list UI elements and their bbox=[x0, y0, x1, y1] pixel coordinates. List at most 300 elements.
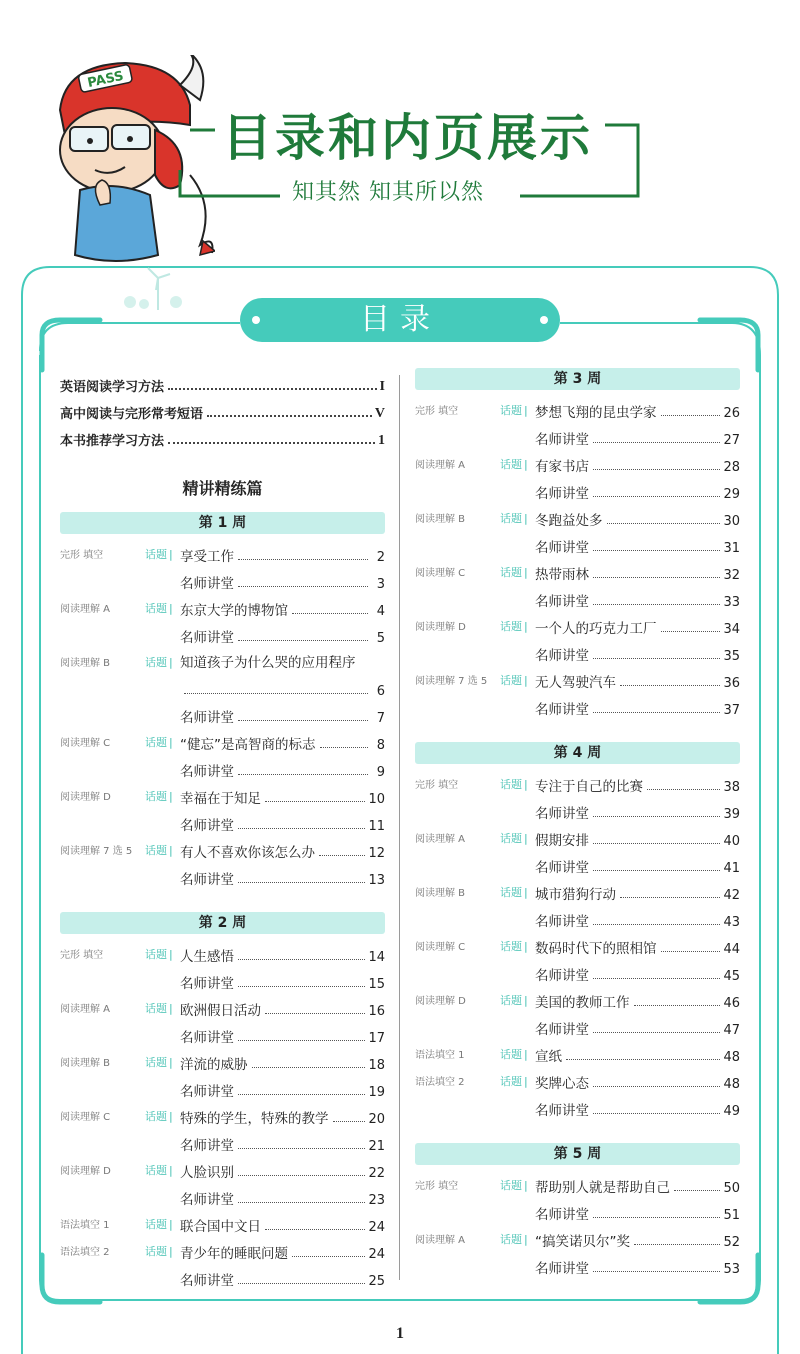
topic-tag bbox=[145, 734, 173, 750]
entry-page: 6 bbox=[376, 684, 385, 699]
topic-tag-label: 话题 bbox=[500, 832, 522, 845]
teacher-entry[interactable] bbox=[415, 583, 740, 610]
teacher-entry[interactable] bbox=[60, 861, 385, 888]
leader-dots bbox=[319, 855, 365, 856]
topic-tag-label: 话题 bbox=[500, 1048, 522, 1061]
topic-tag-divider: | bbox=[169, 1110, 173, 1123]
topic-tag-divider: | bbox=[524, 1233, 528, 1246]
entry-body bbox=[535, 991, 740, 1011]
teacher-page: 51 bbox=[723, 1208, 740, 1223]
topic-tag-label: 话题 bbox=[145, 790, 167, 803]
entry-body bbox=[535, 856, 740, 876]
leader-dots bbox=[238, 586, 368, 587]
leader-dots bbox=[661, 631, 721, 632]
teacher-title: 名师讲堂 bbox=[535, 486, 589, 502]
teacher-title: 名师讲堂 bbox=[180, 710, 234, 726]
leader-dots bbox=[593, 1271, 720, 1272]
topic-tag bbox=[145, 788, 173, 804]
topic-tag bbox=[145, 842, 173, 858]
topic-tag-label: 话题 bbox=[145, 548, 167, 561]
front-matter-item[interactable]: 英语阅读学习方法 I bbox=[60, 379, 385, 395]
toc-entry[interactable] bbox=[415, 448, 740, 475]
entry-page: 50 bbox=[723, 1181, 740, 1196]
teacher-entry[interactable] bbox=[60, 1262, 385, 1289]
topic-tag-label: 话题 bbox=[500, 1233, 522, 1246]
teacher-entry[interactable] bbox=[415, 1196, 740, 1223]
topic-tag-divider: | bbox=[169, 736, 173, 749]
entry-title: 宣纸 bbox=[535, 1049, 562, 1065]
entry-type: 阅读理解 A bbox=[60, 1004, 111, 1015]
teacher-title: 名师讲堂 bbox=[180, 976, 234, 992]
entry-body bbox=[535, 883, 740, 903]
topic-tag-label: 话题 bbox=[145, 656, 167, 669]
teacher-page: 43 bbox=[723, 915, 740, 930]
toc-entry[interactable] bbox=[415, 984, 740, 1011]
leader-dots bbox=[238, 640, 368, 641]
topic-tag bbox=[145, 1216, 173, 1232]
entry-body bbox=[180, 599, 385, 619]
topic-tag-divider: | bbox=[524, 620, 528, 633]
teacher-title: 名师讲堂 bbox=[180, 872, 234, 888]
toc-entry[interactable] bbox=[60, 592, 385, 619]
entry-title: 帮助别人就是帮助自己 bbox=[535, 1180, 670, 1196]
teacher-page: 53 bbox=[723, 1262, 740, 1277]
toc-entry[interactable] bbox=[60, 538, 385, 565]
entry-body bbox=[180, 545, 385, 565]
teacher-page: 35 bbox=[723, 649, 740, 664]
entry-title: 人生感悟 bbox=[180, 949, 234, 965]
leader-dots bbox=[566, 1059, 720, 1060]
leader-dots bbox=[238, 986, 365, 987]
entry-body bbox=[180, 1053, 385, 1073]
leader-dots bbox=[661, 951, 721, 952]
leader-dots bbox=[238, 1094, 365, 1095]
topic-tag-label: 话题 bbox=[145, 1110, 167, 1123]
teacher-entry[interactable] bbox=[415, 1250, 740, 1277]
toc-entry[interactable] bbox=[415, 930, 740, 957]
toc-entry[interactable] bbox=[415, 822, 740, 849]
entry-title: 美国的教师工作 bbox=[535, 995, 630, 1011]
teacher-title: 名师讲堂 bbox=[180, 1273, 234, 1289]
front-matter-item[interactable]: 高中阅读与完形常考短语 V bbox=[60, 406, 385, 422]
toc-entry[interactable] bbox=[60, 726, 385, 753]
toc-entry[interactable] bbox=[415, 1169, 740, 1196]
toc-entry[interactable] bbox=[60, 646, 385, 699]
topic-tag bbox=[500, 456, 528, 472]
leader-dots bbox=[238, 774, 368, 775]
topic-tag-divider: | bbox=[169, 1218, 173, 1231]
entry-body bbox=[535, 698, 740, 718]
topic-tag bbox=[500, 1231, 528, 1247]
entry-body bbox=[535, 1018, 740, 1038]
entry-title: 特殊的学生，特殊的教学 bbox=[180, 1111, 329, 1127]
entry-body bbox=[535, 401, 740, 421]
toc-entry[interactable] bbox=[60, 1208, 385, 1235]
leader-dots bbox=[593, 469, 720, 470]
entry-type: 阅读理解 C bbox=[60, 1112, 111, 1123]
leader-dots bbox=[593, 924, 720, 925]
entry-body bbox=[180, 1134, 385, 1154]
entry-page: 26 bbox=[723, 406, 740, 421]
topic-tag-label: 话题 bbox=[500, 620, 522, 633]
entry-type: 阅读理解 D bbox=[415, 622, 466, 633]
entry-body bbox=[535, 563, 740, 583]
topic-tag-label: 话题 bbox=[500, 1179, 522, 1192]
entry-type: 阅读理解 B bbox=[60, 658, 111, 669]
teacher-title: 名师讲堂 bbox=[180, 1030, 234, 1046]
topic-tag-divider: | bbox=[169, 948, 173, 961]
entry-body bbox=[180, 999, 385, 1019]
entry-title: 数码时代下的照相馆 bbox=[535, 941, 657, 957]
entry-page: 4 bbox=[376, 604, 385, 619]
topic-tag-label: 话题 bbox=[145, 948, 167, 961]
toc-left-column bbox=[60, 368, 385, 1289]
toc-entry[interactable] bbox=[60, 1100, 385, 1127]
toc-entry[interactable] bbox=[415, 1038, 740, 1065]
entry-body bbox=[180, 868, 385, 888]
leader-dots bbox=[238, 1175, 365, 1176]
entry-title: “健忘”是高智商的标志 bbox=[180, 737, 316, 753]
toc-title: 目录 bbox=[240, 298, 560, 342]
entry-body bbox=[535, 1257, 740, 1277]
teacher-title: 名师讲堂 bbox=[180, 1084, 234, 1100]
topic-tag-divider: | bbox=[169, 1002, 173, 1015]
toc-entry[interactable] bbox=[415, 1223, 740, 1250]
leader-dots bbox=[252, 1067, 366, 1068]
page-number: 1 bbox=[396, 1325, 404, 1342]
leader-dots bbox=[593, 843, 720, 844]
leader-dots bbox=[238, 1040, 365, 1041]
topic-tag-label: 话题 bbox=[500, 566, 522, 579]
leader-dots bbox=[292, 613, 368, 614]
entry-type: 完形 填空 bbox=[60, 950, 104, 961]
entry-page: 16 bbox=[368, 1004, 385, 1019]
entry-body bbox=[180, 1161, 385, 1181]
leader-dots bbox=[593, 496, 720, 497]
topic-tag-divider: | bbox=[524, 404, 528, 417]
entry-type: 完形 填空 bbox=[415, 1181, 459, 1192]
topic-tag bbox=[500, 672, 528, 688]
entry-body bbox=[535, 775, 740, 795]
teacher-page: 3 bbox=[376, 577, 385, 592]
toc-entry[interactable] bbox=[60, 992, 385, 1019]
entry-body bbox=[535, 536, 740, 556]
topic-tag bbox=[500, 1046, 528, 1062]
windmill-icon bbox=[118, 266, 198, 314]
toc-entry[interactable] bbox=[415, 876, 740, 903]
entry-body bbox=[535, 455, 740, 475]
teacher-entry[interactable] bbox=[60, 807, 385, 834]
topic-tag-label: 话题 bbox=[145, 1218, 167, 1231]
entry-body bbox=[535, 1230, 740, 1250]
column-divider bbox=[399, 375, 400, 1280]
topic-tag-divider: | bbox=[169, 548, 173, 561]
teacher-page: 25 bbox=[368, 1274, 385, 1289]
entry-type: 阅读理解 B bbox=[415, 514, 466, 525]
topic-tag-label: 话题 bbox=[500, 674, 522, 687]
topic-tag-divider: | bbox=[524, 566, 528, 579]
teacher-title: 名师讲堂 bbox=[535, 594, 589, 610]
toc-entry[interactable] bbox=[415, 1065, 740, 1092]
teacher-title: 名师讲堂 bbox=[535, 432, 589, 448]
entry-type: 语法填空 1 bbox=[60, 1220, 110, 1231]
topic-tag bbox=[145, 1243, 173, 1259]
teacher-page: 17 bbox=[368, 1031, 385, 1046]
topic-tag-label: 话题 bbox=[500, 940, 522, 953]
teacher-page: 27 bbox=[723, 433, 740, 448]
leader-dots bbox=[593, 550, 720, 551]
entry-title: 热带雨林 bbox=[535, 567, 589, 583]
topic-tag-label: 话题 bbox=[500, 512, 522, 525]
teacher-page: 45 bbox=[723, 969, 740, 984]
entry-title: 联合国中文日 bbox=[180, 1219, 261, 1235]
teacher-entry[interactable] bbox=[60, 565, 385, 592]
entry-body bbox=[180, 787, 385, 807]
teacher-entry[interactable] bbox=[415, 691, 740, 718]
week-header: 第 5 周 bbox=[415, 1143, 740, 1165]
entry-body bbox=[180, 1026, 385, 1046]
toc-entry[interactable] bbox=[415, 610, 740, 637]
topic-tag bbox=[145, 546, 173, 562]
teacher-entry[interactable] bbox=[415, 903, 740, 930]
toc-entry[interactable] bbox=[60, 780, 385, 807]
entry-page: 52 bbox=[723, 1235, 740, 1250]
toc-entry[interactable] bbox=[415, 394, 740, 421]
toc-entry[interactable] bbox=[415, 768, 740, 795]
topic-tag bbox=[500, 1177, 528, 1193]
teacher-entry[interactable] bbox=[415, 957, 740, 984]
toc-entry[interactable] bbox=[60, 1154, 385, 1181]
teacher-title: 名师讲堂 bbox=[180, 576, 234, 592]
entry-page: 28 bbox=[723, 460, 740, 475]
entry-body bbox=[535, 428, 740, 448]
teacher-entry[interactable] bbox=[415, 1011, 740, 1038]
teacher-entry[interactable] bbox=[415, 637, 740, 664]
teacher-page: 5 bbox=[376, 631, 385, 646]
entry-body bbox=[180, 972, 385, 992]
entry-body bbox=[535, 937, 740, 957]
topic-tag-divider: | bbox=[524, 674, 528, 687]
entry-page: 18 bbox=[368, 1058, 385, 1073]
leader-dots bbox=[674, 1190, 720, 1191]
entry-body bbox=[535, 910, 740, 930]
toc-entry[interactable] bbox=[415, 556, 740, 583]
toc-entry[interactable] bbox=[415, 502, 740, 529]
entry-page: 20 bbox=[368, 1112, 385, 1127]
leader-dots bbox=[265, 1229, 365, 1230]
entry-type: 阅读理解 B bbox=[415, 888, 466, 899]
entry-type: 阅读理解 B bbox=[60, 1058, 111, 1069]
teacher-page: 49 bbox=[723, 1104, 740, 1119]
topic-tag-divider: | bbox=[169, 790, 173, 803]
leader-dots bbox=[593, 442, 720, 443]
topic-tag-divider: | bbox=[169, 602, 173, 615]
entry-body bbox=[535, 964, 740, 984]
teacher-title: 名师讲堂 bbox=[535, 860, 589, 876]
topic-tag bbox=[500, 938, 528, 954]
leader-dots bbox=[184, 693, 368, 694]
entry-page: 34 bbox=[723, 622, 740, 637]
topic-tag bbox=[145, 1108, 173, 1124]
entry-body bbox=[180, 706, 385, 726]
toc-entry[interactable] bbox=[60, 834, 385, 861]
leader-dots bbox=[238, 959, 365, 960]
entry-body bbox=[180, 572, 385, 592]
teacher-page: 29 bbox=[723, 487, 740, 502]
topic-tag bbox=[500, 510, 528, 526]
mascot-badge: PASS bbox=[86, 68, 126, 92]
entry-title: 假期安排 bbox=[535, 833, 589, 849]
toc-entry[interactable] bbox=[60, 938, 385, 965]
entry-type: 阅读理解 7 选 5 bbox=[415, 676, 488, 687]
entry-page: 48 bbox=[723, 1050, 740, 1065]
topic-tag-label: 话题 bbox=[500, 404, 522, 417]
entry-body bbox=[180, 1269, 385, 1289]
leader-dots bbox=[620, 897, 720, 898]
topic-tag-label: 话题 bbox=[145, 736, 167, 749]
teacher-entry[interactable] bbox=[415, 1092, 740, 1119]
leader-dots bbox=[238, 882, 365, 883]
leader-dots bbox=[593, 870, 720, 871]
teacher-title: 名师讲堂 bbox=[180, 630, 234, 646]
entry-page: 36 bbox=[723, 676, 740, 691]
entry-type: 语法填空 2 bbox=[60, 1247, 110, 1258]
entry-type: 阅读理解 C bbox=[415, 942, 466, 953]
topic-tag bbox=[145, 1162, 173, 1178]
leader-dots bbox=[593, 816, 720, 817]
teacher-title: 名师讲堂 bbox=[535, 1261, 589, 1277]
leader-dots bbox=[607, 523, 721, 524]
teacher-page: 15 bbox=[368, 977, 385, 992]
teacher-page: 7 bbox=[376, 711, 385, 726]
topic-tag bbox=[145, 600, 173, 616]
entry-type: 完形 填空 bbox=[415, 780, 459, 791]
entry-body bbox=[535, 1045, 740, 1065]
entry-title: 欧洲假日活动 bbox=[180, 1003, 261, 1019]
teacher-entry[interactable] bbox=[415, 421, 740, 448]
entry-type: 阅读理解 D bbox=[60, 1166, 111, 1177]
entry-title: 人脸识别 bbox=[180, 1165, 234, 1181]
leader-dots bbox=[647, 789, 720, 790]
topic-tag-divider: | bbox=[524, 778, 528, 791]
entry-page: 42 bbox=[723, 888, 740, 903]
entry-body bbox=[535, 644, 740, 664]
leader-dots bbox=[620, 685, 720, 686]
front-matter-item[interactable]: 本书推荐学习方法 1 bbox=[60, 433, 385, 449]
teacher-entry[interactable] bbox=[60, 1127, 385, 1154]
teacher-entry[interactable] bbox=[60, 753, 385, 780]
entry-body bbox=[535, 509, 740, 529]
leader-dots bbox=[593, 1032, 720, 1033]
leader-dots bbox=[593, 712, 720, 713]
entry-body bbox=[180, 945, 385, 965]
teacher-entry[interactable] bbox=[60, 1019, 385, 1046]
teacher-entry[interactable] bbox=[415, 475, 740, 502]
toc-entry[interactable] bbox=[415, 664, 740, 691]
topic-tag bbox=[500, 1073, 528, 1089]
leader-dots bbox=[265, 1013, 365, 1014]
topic-tag-label: 话题 bbox=[145, 1056, 167, 1069]
topic-tag-divider: | bbox=[524, 832, 528, 845]
topic-tag bbox=[500, 564, 528, 580]
entry-body bbox=[535, 482, 740, 502]
leader-dots bbox=[238, 1202, 365, 1203]
entry-page: 38 bbox=[723, 780, 740, 795]
entry-page: 44 bbox=[723, 942, 740, 957]
topic-tag bbox=[500, 776, 528, 792]
teacher-page: 21 bbox=[368, 1139, 385, 1154]
entry-body bbox=[535, 802, 740, 822]
teacher-page: 33 bbox=[723, 595, 740, 610]
entry-type: 阅读理解 7 选 5 bbox=[60, 846, 133, 857]
topic-tag-divider: | bbox=[169, 1245, 173, 1258]
entry-body bbox=[535, 829, 740, 849]
entry-body bbox=[180, 655, 385, 699]
entry-page: 40 bbox=[723, 834, 740, 849]
teacher-title: 名师讲堂 bbox=[535, 1103, 589, 1119]
topic-tag-label: 话题 bbox=[145, 844, 167, 857]
teacher-entry[interactable] bbox=[415, 795, 740, 822]
entry-page: 46 bbox=[723, 996, 740, 1011]
teacher-page: 47 bbox=[723, 1023, 740, 1038]
week-header: 第 1 周 bbox=[60, 512, 385, 534]
teacher-title: 名师讲堂 bbox=[180, 764, 234, 780]
entry-type: 语法填空 1 bbox=[415, 1050, 465, 1061]
teacher-title: 名师讲堂 bbox=[535, 540, 589, 556]
topic-tag bbox=[145, 1054, 173, 1070]
teacher-entry[interactable] bbox=[60, 619, 385, 646]
toc-entry[interactable] bbox=[60, 1235, 385, 1262]
entry-type: 阅读理解 A bbox=[415, 460, 466, 471]
toc-entry[interactable] bbox=[60, 1046, 385, 1073]
entry-title: 城市猎狗行动 bbox=[535, 887, 616, 903]
entry-body bbox=[535, 1203, 740, 1223]
teacher-entry[interactable] bbox=[415, 529, 740, 556]
teacher-entry[interactable] bbox=[60, 699, 385, 726]
topic-tag bbox=[500, 402, 528, 418]
week-header: 第 4 周 bbox=[415, 742, 740, 764]
leader-dots bbox=[238, 1283, 365, 1284]
teacher-entry[interactable] bbox=[415, 849, 740, 876]
entry-type: 完形 填空 bbox=[415, 406, 459, 417]
teacher-title: 名师讲堂 bbox=[535, 968, 589, 984]
topic-tag-divider: | bbox=[169, 1056, 173, 1069]
header-title: 目录和内页展示 bbox=[222, 109, 593, 167]
topic-tag bbox=[500, 992, 528, 1008]
entry-type: 阅读理解 A bbox=[415, 1235, 466, 1246]
teacher-page: 13 bbox=[368, 873, 385, 888]
entry-page: 48 bbox=[723, 1077, 740, 1092]
teacher-entry[interactable] bbox=[60, 1073, 385, 1100]
topic-tag-divider: | bbox=[524, 1179, 528, 1192]
topic-tag-label: 话题 bbox=[500, 458, 522, 471]
week-header: 第 3 周 bbox=[415, 368, 740, 390]
topic-tag-label: 话题 bbox=[145, 602, 167, 615]
teacher-page: 37 bbox=[723, 703, 740, 718]
week-header: 第 2 周 bbox=[60, 912, 385, 934]
entry-body bbox=[180, 733, 385, 753]
teacher-entry[interactable] bbox=[60, 1181, 385, 1208]
entry-page: 30 bbox=[723, 514, 740, 529]
teacher-title: 名师讲堂 bbox=[180, 1192, 234, 1208]
leader-dots bbox=[292, 1256, 365, 1257]
toc-right-column bbox=[415, 368, 740, 1277]
teacher-title: 名师讲堂 bbox=[535, 914, 589, 930]
topic-tag-divider: | bbox=[524, 458, 528, 471]
entry-type: 语法填空 2 bbox=[415, 1077, 465, 1088]
teacher-entry[interactable] bbox=[60, 965, 385, 992]
teacher-page: 9 bbox=[376, 765, 385, 780]
